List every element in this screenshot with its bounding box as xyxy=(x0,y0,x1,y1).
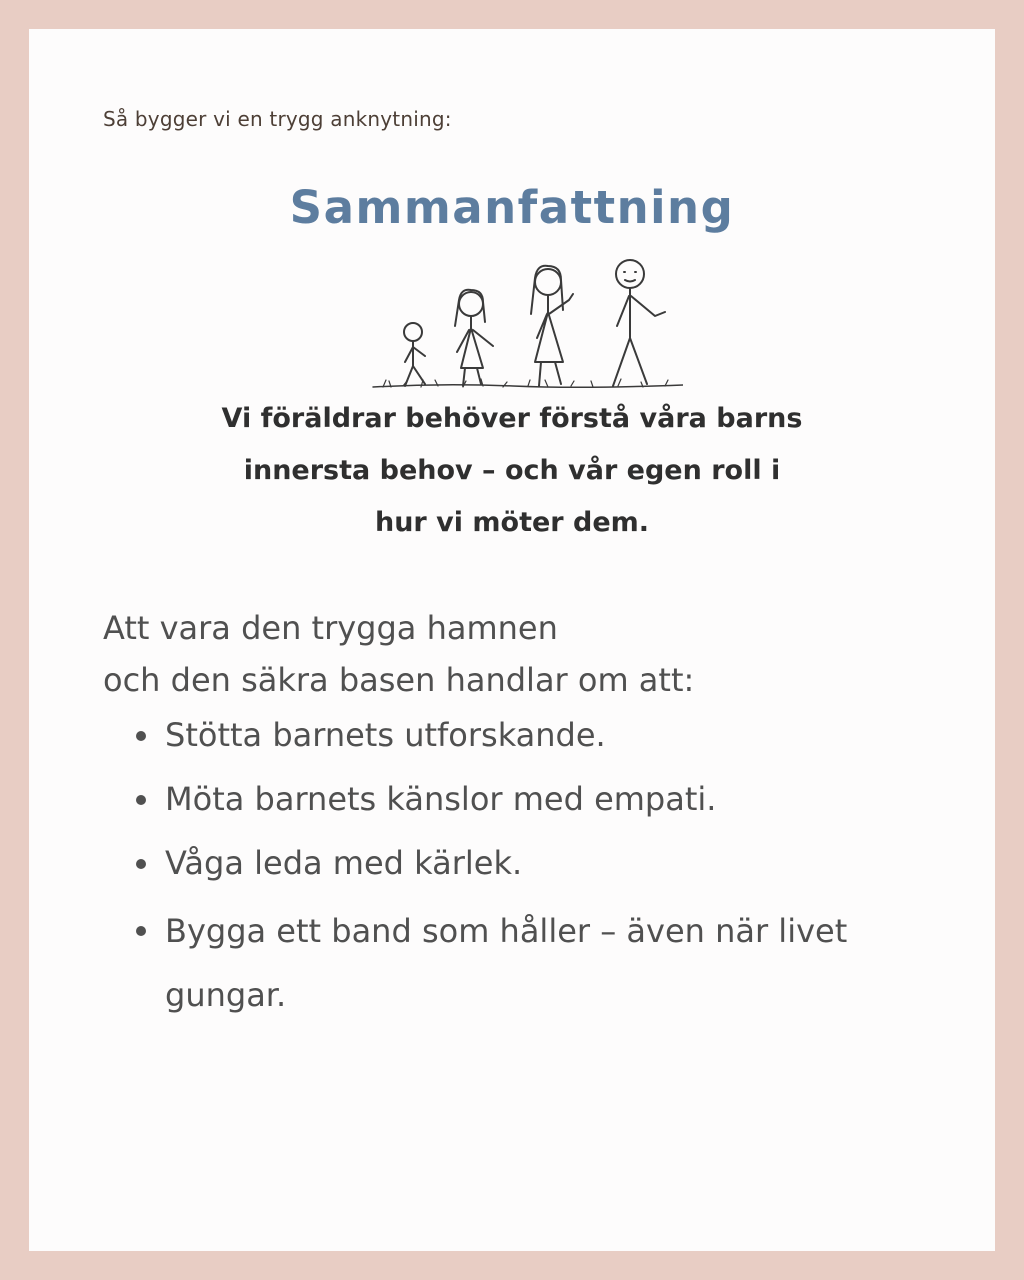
intro-text xyxy=(103,602,694,706)
lead-line: hur vi möter dem. xyxy=(374,507,650,538)
content-card xyxy=(29,29,995,1251)
bullet-list xyxy=(103,709,903,1039)
lead-line: Vi föräldrar behöver förstå våra barns xyxy=(221,403,803,434)
kicker-text: Så bygger vi en trygg anknytning: xyxy=(103,107,452,131)
list-item xyxy=(103,709,903,761)
list-item-text: Stötta barnets utforskande. xyxy=(165,716,606,754)
list-item-text: Möta barnets känslor med empati. xyxy=(165,780,717,818)
lead-line: innersta behov – och vår egen roll i xyxy=(243,455,781,486)
list-item xyxy=(103,837,903,889)
bullet-dot-icon xyxy=(136,859,146,869)
bullet-dot-icon xyxy=(136,795,146,805)
page-title: Sammanfattning xyxy=(289,181,735,234)
bullet-dot-icon xyxy=(136,926,146,936)
intro-line: Att vara den trygga hamnen xyxy=(103,609,558,647)
list-item xyxy=(103,899,903,1027)
list-item xyxy=(103,773,903,825)
intro-line: och den säkra basen handlar om att: xyxy=(103,661,695,699)
lead-statement xyxy=(29,393,995,549)
family-walking-icon xyxy=(343,234,683,394)
list-item-text: Bygga ett band som håller – även när livet gungar. xyxy=(165,912,848,1014)
bullet-dot-icon xyxy=(136,731,146,741)
list-item-text: Våga leda med kärlek. xyxy=(165,844,523,882)
